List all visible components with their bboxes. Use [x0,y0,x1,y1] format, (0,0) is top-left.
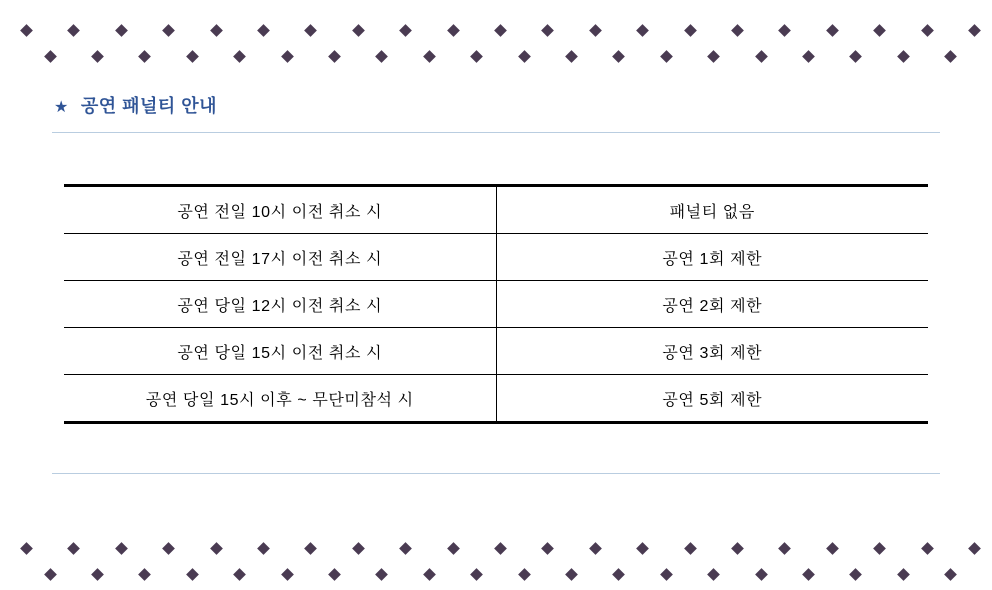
diamond-row [0,22,992,46]
table-row [64,187,928,234]
diamond-icon [589,24,602,37]
diamond-icon [802,50,815,63]
diamond-icon [257,24,270,37]
diamond-icon [210,542,223,555]
diamond-icon [968,542,981,555]
diamond-icon [233,50,246,63]
diamond-icon [376,50,389,63]
diamond-icon [779,24,792,37]
diamond-icon [352,24,365,37]
diamond-icon [91,50,104,63]
diamond-icon [115,24,128,37]
table-row [64,234,928,281]
table-row [64,328,928,375]
diamond-icon [115,542,128,555]
diamond-icon [20,24,33,37]
diamond-icon [281,568,294,581]
diamond-icon [399,542,412,555]
diamond-icon [328,50,341,63]
diamond-icon [873,542,886,555]
table-cell-penalty: 공연 5회 제한 [662,391,763,409]
diamond-icon [20,542,33,555]
penalty-table-body [64,187,928,421]
diamond-icon [826,24,839,37]
diamond-icon [210,24,223,37]
table-bottom-border [64,421,928,424]
diamond-icon [731,542,744,555]
diamond-icon [139,50,152,63]
diamond-icon [636,24,649,37]
table-cell-condition: 공연 당일 12시 이전 취소 시 [64,281,496,328]
heading-section [52,92,940,136]
diamond-icon [423,568,436,581]
diamond-icon [470,50,483,63]
diamond-icon [281,50,294,63]
diamond-icon [91,568,104,581]
diamond-icon [565,568,578,581]
diamond-icon [447,24,460,37]
diamond-icon [518,568,531,581]
page-title-text: 공연 패널티 안내 [80,96,218,116]
diamond-icon [850,568,863,581]
star-icon: ★ [54,99,69,116]
table-cell-penalty: 공연 2회 제한 [496,281,928,328]
diamond-icon [921,24,934,37]
table-cell-condition: 공연 전일 10시 이전 취소 시 [64,187,496,234]
diamond-icon [44,568,57,581]
penalty-table-wrapper [64,184,928,424]
diamond-icon [139,568,152,581]
diamond-icon [684,24,697,37]
diamond-icon [44,50,57,63]
diamond-icon [494,24,507,37]
diamond-row [0,540,992,564]
diamond-icon [68,24,81,37]
diamond-icon [399,24,412,37]
diamond-icon [186,568,199,581]
diamond-icon [494,542,507,555]
diamond-icon [873,24,886,37]
diamond-icon [257,542,270,555]
diamond-icon [660,568,673,581]
diamond-icon [328,568,341,581]
diamond-icon [565,50,578,63]
table-cell-penalty: 공연 3회 제한 [496,328,928,375]
diamond-icon [186,50,199,63]
table-cell-condition: 공연 당일 15시 이후 ~ 무단미참석 시 [64,375,496,422]
diamond-icon [755,568,768,581]
page-title [52,92,940,118]
footer-divider [52,473,940,474]
diamond-icon [68,542,81,555]
diamond-icon [636,542,649,555]
diamond-icon [755,50,768,63]
diamond-icon [897,568,910,581]
diamond-icon [162,24,175,37]
diamond-icon [779,542,792,555]
diamond-icon [897,50,910,63]
heading-divider [52,132,940,133]
diamond-icon [850,50,863,63]
diamond-icon [589,542,602,555]
diamond-icon [613,50,626,63]
diamond-icon [376,568,389,581]
table-cell-penalty: 패널티 없음 [496,187,928,234]
diamond-icon [707,50,720,63]
top-diamond-border [0,4,992,64]
diamond-icon [826,542,839,555]
diamond-icon [542,24,555,37]
table-row [64,375,928,422]
diamond-icon [423,50,436,63]
diamond-icon [921,542,934,555]
diamond-icon [305,542,318,555]
diamond-icon [613,568,626,581]
diamond-icon [162,542,175,555]
diamond-icon [660,50,673,63]
diamond-icon [233,568,246,581]
diamond-icon [447,542,460,555]
diamond-row [0,48,992,64]
diamond-icon [518,50,531,63]
diamond-icon [470,568,483,581]
table-cell-condition: 공연 전일 17시 이전 취소 시 [64,234,496,281]
table-cell-condition: 공연 당일 15시 이전 취소 시 [64,328,496,375]
diamond-icon [944,568,957,581]
diamond-icon [707,568,720,581]
table-cell-penalty: 공연 1회 제한 [496,234,928,281]
diamond-icon [305,24,318,37]
penalty-table [64,187,928,421]
diamond-icon [802,568,815,581]
table-row [64,281,928,328]
diamond-icon [352,542,365,555]
diamond-row [0,566,992,586]
diamond-icon [684,542,697,555]
diamond-icon [542,542,555,555]
diamond-icon [944,50,957,63]
diamond-icon [968,24,981,37]
bottom-diamond-border [0,526,992,586]
diamond-icon [731,24,744,37]
